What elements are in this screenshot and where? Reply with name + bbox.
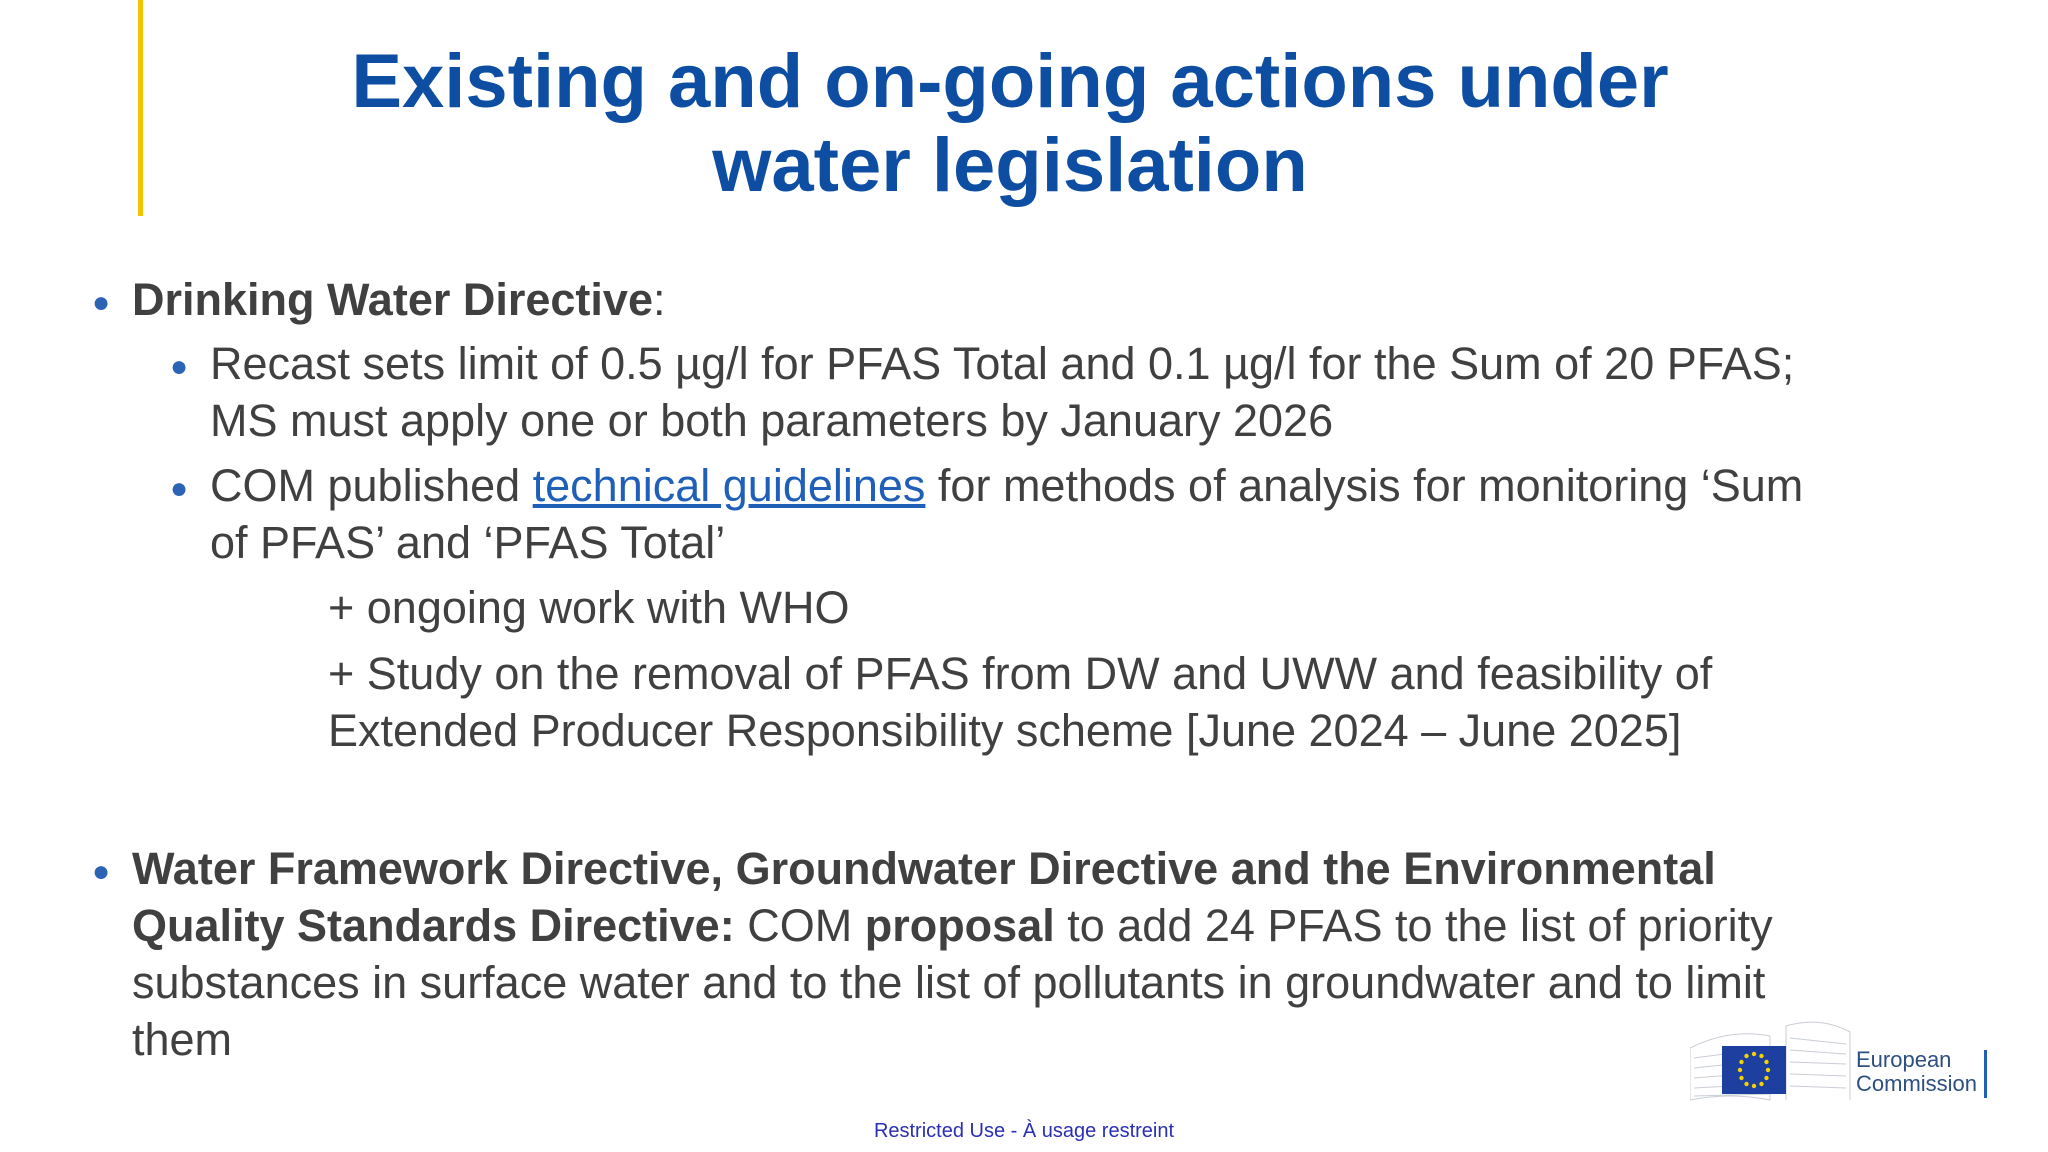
sub-bullet-dot: ● (170, 350, 189, 383)
technical-guidelines-link[interactable]: technical guidelines (532, 460, 926, 511)
sub-item-recast-line-2: MS must apply one or both parameters by January 2026 (210, 395, 1334, 446)
wfd-com: COM (734, 900, 865, 951)
list-item-wfd-line-2 (132, 898, 1773, 954)
footer-classification: Restricted Use - À usage restreint (873, 1120, 1175, 1142)
plus-item-study-line-1: + Study on the removal of PFAS from DW and UWW and feasibility of (328, 648, 1713, 699)
sub-item-guidelines-line-2: of PFAS’ and ‘PFAS Total’ (210, 517, 726, 568)
logo-line-1: European (1856, 1047, 1952, 1072)
sub-item-guidelines-line-1 (210, 458, 1803, 514)
european-commission-logo-text (1856, 1048, 1977, 1096)
sub-bullet-dot: ● (170, 472, 189, 505)
wfd-proposal: proposal (864, 900, 1055, 951)
list-item-dwd (132, 272, 666, 328)
title-line-2: water legislation (712, 123, 1308, 208)
list-item-wfd-line-4: them (132, 1014, 233, 1065)
sub-item-recast-line-1: Recast sets limit of 0.5 µg/l for PFAS Total and 0.1 µg/l for the Sum of 20 PFAS; (210, 338, 1795, 389)
wfd-rest: to add 24 PFAS to the list of priority (1054, 900, 1773, 951)
list-item-wfd-line-3: substances in surface water and to the list of pollutants in groundwater and to limit (132, 957, 1766, 1008)
list-item-wfd-line-1 (132, 841, 1716, 897)
title-line-1: Existing and on-going actions under (351, 39, 1669, 124)
plus-item-study-line-2: Extended Producer Responsibility scheme [June 2024 – June 2025] (328, 705, 1682, 756)
logo-divider (1984, 1050, 1987, 1098)
bullet-dot: ● (92, 286, 111, 319)
wfd-bold-line-1: Water Framework Directive, Groundwater Directive and the Environmental (132, 843, 1716, 894)
bullet-dot: ● (92, 855, 111, 888)
logo-line-2: Commission (1856, 1071, 1978, 1096)
guidelines-pre: COM published (210, 460, 533, 511)
dwd-colon: : (652, 274, 666, 325)
plus-item-who: + ongoing work with WHO (328, 582, 850, 633)
wfd-bold-line-2: Quality Standards Directive: (132, 900, 735, 951)
guidelines-post: for methods of analysis for monitoring ‘Sum (925, 460, 1804, 511)
dwd-label: Drinking Water Directive (132, 274, 653, 325)
